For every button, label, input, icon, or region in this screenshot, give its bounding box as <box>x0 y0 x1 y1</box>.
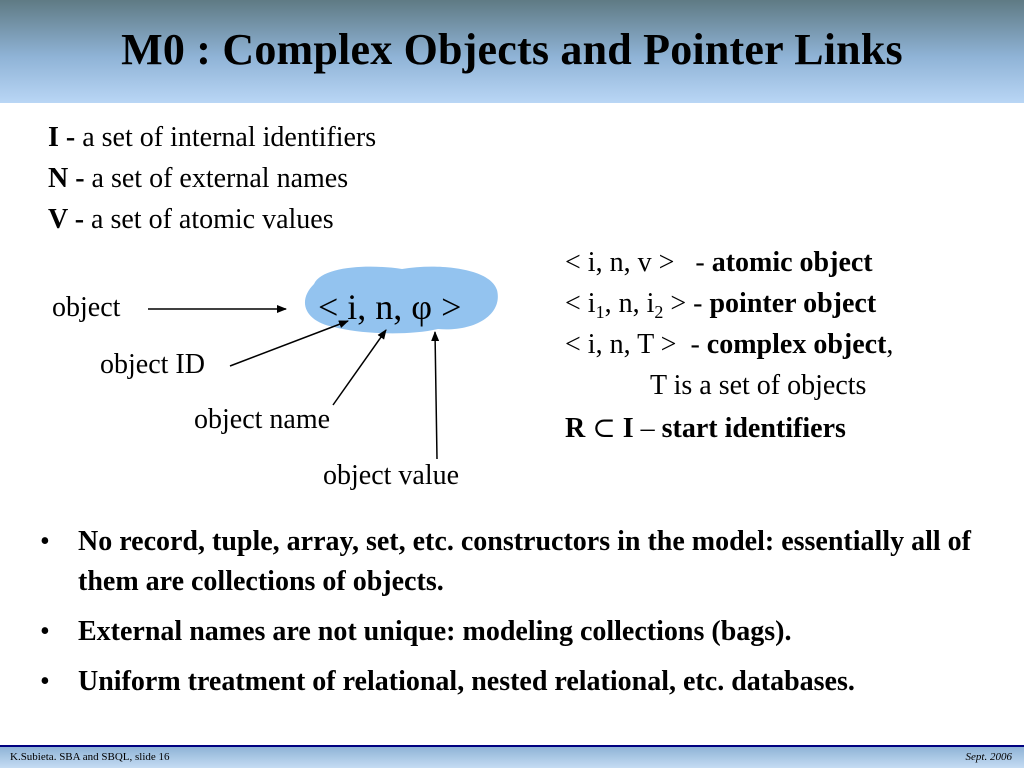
definition-key: I - <box>48 122 76 153</box>
bullet-list <box>40 522 990 712</box>
bullet-icon: • <box>40 616 50 647</box>
arrow-object-name <box>333 330 386 405</box>
start-i: I <box>615 413 634 444</box>
footer-date: Sept. 2006 <box>965 751 1012 763</box>
footer-bar <box>0 747 1024 768</box>
subset-symbol: ⊂ <box>592 413 616 444</box>
start-dash: – <box>633 413 662 444</box>
bullet-item <box>40 522 990 602</box>
definition-key: V - <box>48 204 85 235</box>
bullet-item <box>40 662 990 702</box>
atomic-object-line <box>565 247 873 279</box>
complex-note: T is a set of objects <box>650 370 867 401</box>
bullet-text: No record, tuple, array, set, etc. constructors in the model: essentially all of them are collections of objects. <box>78 526 971 597</box>
pointer-rest: > - <box>663 288 710 319</box>
pointer-label: pointer object <box>709 288 877 319</box>
bullet-icon: • <box>40 526 50 557</box>
pointer-object-line <box>565 288 876 320</box>
pointer-sub2: 2 <box>654 302 664 322</box>
atomic-label: atomic object <box>711 247 873 278</box>
bullet-icon: • <box>40 666 50 697</box>
bullet-text: Uniform treatment of relational, nested relational, etc. databases. <box>78 666 855 697</box>
label-object-value: object value <box>323 460 460 491</box>
arrow-object-id <box>230 321 348 366</box>
bullet-item <box>40 612 990 652</box>
bullet-text: External names are not unique: modeling collections (bags). <box>78 616 792 647</box>
definition-text: a set of external names <box>84 163 349 194</box>
pointer-sub1: 1 <box>595 302 605 322</box>
definition-text: a set of atomic values <box>84 204 334 235</box>
complex-suffix: , <box>886 329 894 360</box>
complex-object-line <box>565 329 893 361</box>
atomic-prefix: < i, n, v > - <box>565 247 712 278</box>
label-object-id: object ID <box>100 349 205 380</box>
complex-prefix: < i, n, T > - <box>565 329 707 360</box>
start-label: start identifiers <box>661 413 846 444</box>
slide-title: M0 : Complex Objects and Pointer Links <box>121 25 903 74</box>
arrow-object-value <box>435 332 437 459</box>
start-identifiers-line <box>565 411 846 445</box>
object-tuple: < i, n, φ > <box>318 287 462 327</box>
pointer-lt: < i <box>565 288 596 319</box>
start-r: R <box>565 413 593 444</box>
label-object-name: object name <box>194 404 331 435</box>
definition-key: N - <box>48 163 85 194</box>
complex-label: complex object <box>706 329 887 360</box>
pointer-mid: , n, i <box>604 288 655 319</box>
label-object: object <box>52 292 121 323</box>
footer-credit: K.Subieta. SBA and SBQL, slide 16 <box>10 751 170 763</box>
definition-text: a set of internal identifiers <box>75 122 377 153</box>
